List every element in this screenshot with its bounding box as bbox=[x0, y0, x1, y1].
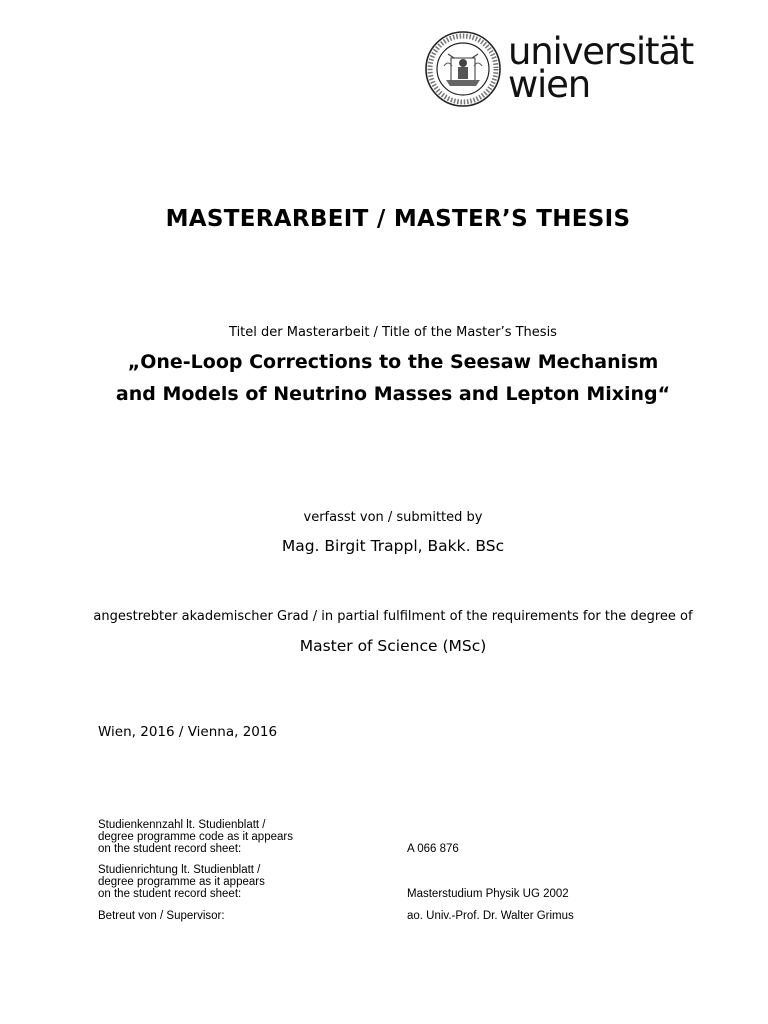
programme-label-line2: degree programme as it appears bbox=[98, 876, 265, 888]
thesis-title-line1: „One-Loop Corrections to the Seesaw Mechanism bbox=[127, 351, 659, 373]
logo-wordmark-line1: universität bbox=[508, 30, 694, 74]
programme-code-label bbox=[98, 819, 293, 855]
university-seal-icon bbox=[424, 30, 502, 108]
thesis-title bbox=[0, 346, 768, 410]
logo-wordmark-line2: wien bbox=[508, 63, 590, 106]
supervisor-label: Betreut von / Supervisor: bbox=[98, 910, 225, 922]
degree-name: Master of Science (MSc) bbox=[299, 637, 487, 655]
programme-code-value: A 066 876 bbox=[407, 843, 459, 855]
document-type-heading: MASTERARBEIT / MASTER’S THESIS bbox=[165, 206, 631, 232]
programme-value: Masterstudium Physik UG 2002 bbox=[407, 888, 569, 900]
supervisor-value: ao. Univ.-Prof. Dr. Walter Grimus bbox=[407, 910, 574, 922]
programme-code-label-line2: degree programme code as it appears bbox=[98, 831, 293, 843]
degree-label: angestrebter akademischer Grad / in partial fulfilment of the requirements for the degree of bbox=[93, 609, 693, 624]
programme-label bbox=[98, 864, 265, 900]
author-name: Mag. Birgit Trappl, Bakk. BSc bbox=[281, 537, 505, 555]
programme-code-label-line3: on the student record sheet: bbox=[98, 843, 242, 855]
thesis-title-label: Titel der Masterarbeit / Title of the Master’s Thesis bbox=[229, 325, 557, 340]
programme-code-label-line1: Studienkennzahl lt. Studienblatt / bbox=[98, 819, 266, 831]
place-and-date: Wien, 2016 / Vienna, 2016 bbox=[98, 724, 278, 740]
university-logo bbox=[424, 30, 700, 108]
author-label: verfasst von / submitted by bbox=[303, 510, 483, 525]
programme-label-line3: on the student record sheet: bbox=[98, 888, 242, 900]
programme-label-line1: Studienrichtung lt. Studienblatt / bbox=[98, 864, 261, 876]
thesis-title-line2: and Models of Neutrino Masses and Lepton Mixing“ bbox=[115, 383, 671, 405]
